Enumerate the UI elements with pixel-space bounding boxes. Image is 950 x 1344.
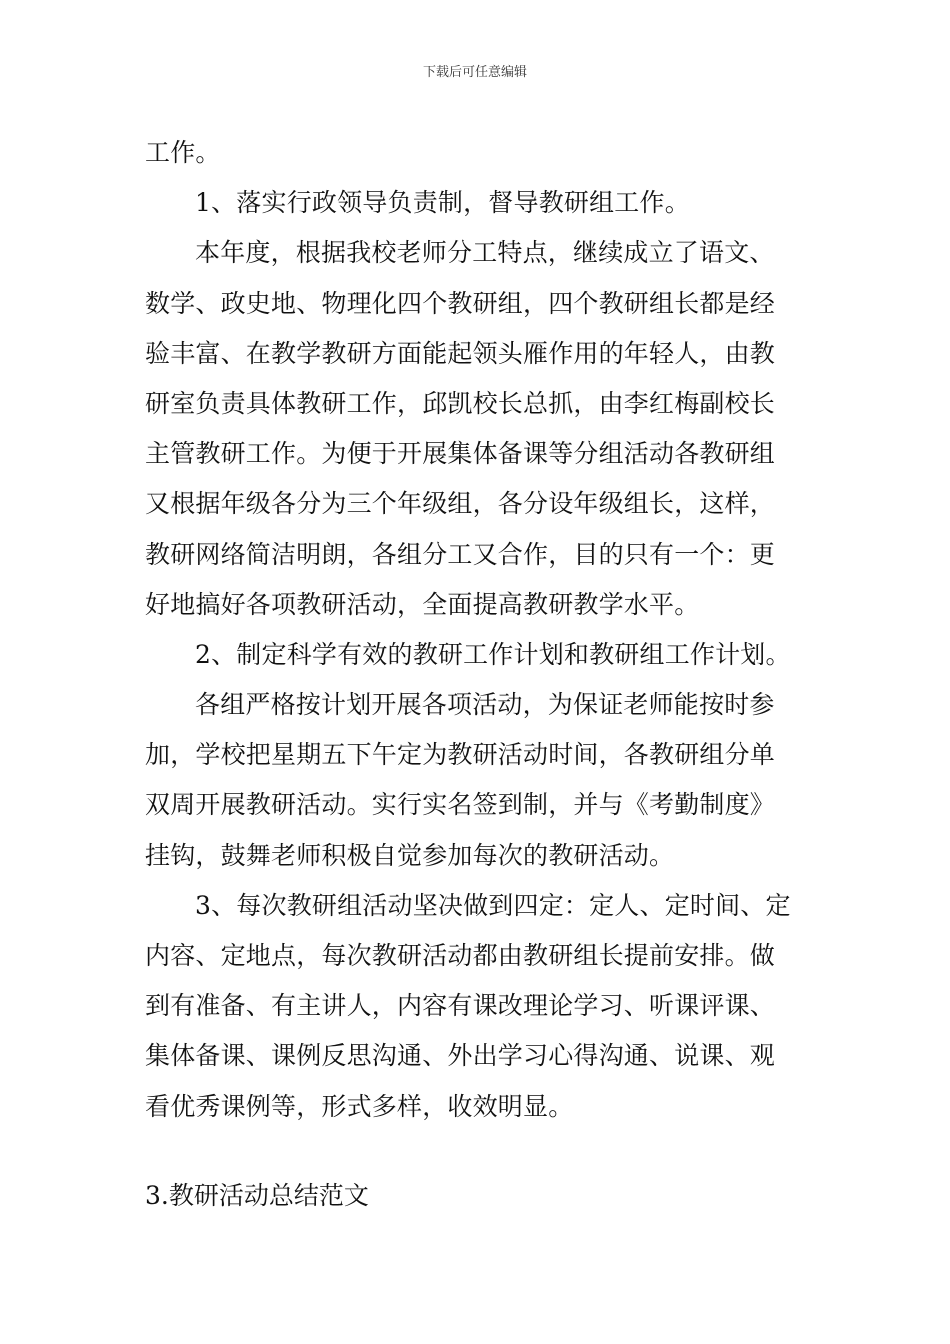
paragraph-start: 本年度，根据我校老师分工特点，继续成立了语文、: [195, 238, 775, 268]
body-line: 又根据年级各分为三个年级组，各分设年级组长，这样，: [145, 489, 776, 519]
body-line: 双周开展教研活动。实行实名签到制，并与《考勤制度》: [145, 790, 776, 820]
body-line: 研室负责具体教研工作，邱凯校长总抓，由李红梅副校长: [145, 388, 776, 418]
section-title: 3.教研活动总结范文: [145, 1181, 369, 1210]
body-line: 加，学校把星期五下午定为教研活动时间，各教研组分单: [145, 740, 776, 770]
body-line: 好地搞好各项教研活动，全面提高教研教学水平。: [145, 589, 700, 619]
body-line: 数学、政史地、物理化四个教研组，四个教研组长都是经: [145, 288, 776, 318]
page-header: 下载后可任意编辑: [422, 65, 527, 80]
body-line: 看优秀课例等，形式多样，收效明显。: [145, 1091, 574, 1121]
body-line: 验丰富、在教学教研方面能起领头雁作用的年轻人，由教: [145, 338, 776, 368]
body-line: 挂钩，鼓舞老师积极自觉参加每次的教研活动。: [145, 840, 675, 870]
body-line: 集体备课、课例反思沟通、外出学习心得沟通、说课、观: [145, 1041, 776, 1071]
document-body: [145, 128, 810, 1132]
numbered-heading-1: 1、落实行政领导负责制，督导教研组工作。: [195, 188, 690, 218]
body-line: 内容、定地点，每次教研活动都由教研组长提前安排。做: [145, 941, 776, 970]
paragraph-start: 各组严格按计划开展各项活动，为保证老师能按时参: [195, 690, 775, 720]
numbered-heading-2: 2、制定科学有效的教研工作计划和教研组工作计划。: [195, 639, 791, 669]
body-line: 主管教研工作。为便于开展集体备课等分组活动各教研组: [145, 439, 776, 469]
body-line: 工作。: [145, 138, 221, 167]
numbered-heading-3: 3、每次教研组活动坚决做到四定：定人、定时间、定: [195, 890, 791, 920]
body-line: 到有准备、有主讲人，内容有课改理论学习、听课评课、: [145, 991, 776, 1021]
body-line: 教研网络简洁明朗，各组分工又合作，目的只有一个：更: [145, 539, 776, 569]
